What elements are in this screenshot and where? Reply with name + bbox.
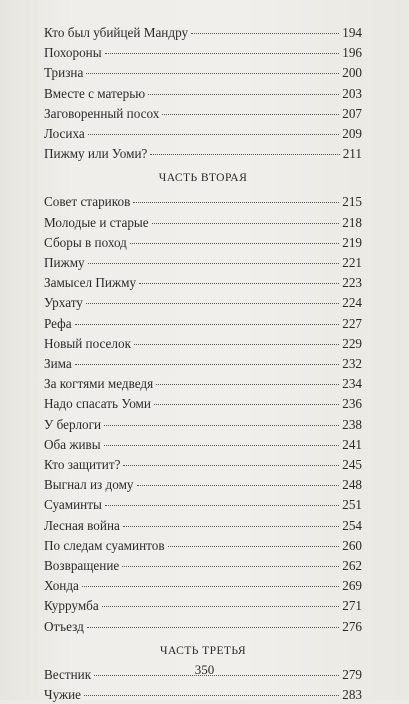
toc-leader-dots (134, 344, 339, 345)
toc-leader-dots (104, 445, 340, 446)
toc-entry (44, 597, 362, 615)
toc-entry-page: 215 (342, 194, 362, 210)
toc-leader-dots (87, 627, 339, 628)
toc-entry-title: Куррумба (44, 598, 99, 614)
part-heading: ЧАСТЬ ТРЕТЬЯ (160, 643, 246, 657)
toc-entry (44, 335, 362, 353)
toc-leader-dots (105, 505, 339, 506)
toc-entry-title: Молодые и старые (44, 214, 149, 230)
toc-entry (44, 105, 362, 123)
toc-leader-dots (191, 33, 339, 34)
toc-entry (44, 294, 362, 312)
toc-entry-page: 227 (342, 315, 362, 331)
toc-leader-dots (168, 546, 340, 547)
toc-entry-title: Тризна (44, 65, 84, 81)
toc-entry (44, 214, 362, 232)
toc-leader-dots (102, 606, 339, 607)
toc-entry-title: Лосиха (44, 126, 85, 141)
toc-leader-dots (152, 223, 340, 224)
toc-leader-dots (84, 695, 339, 696)
toc-entry-page: 209 (342, 126, 362, 141)
toc-entry-page: 238 (342, 416, 362, 432)
toc-entry-title: Хонда (44, 578, 79, 594)
toc-entry (44, 686, 362, 704)
toc-entry-page: 224 (342, 295, 362, 311)
toc-entry-page: 269 (342, 578, 362, 594)
toc-entry (44, 355, 362, 373)
part-heading: ЧАСТЬ ВТОРАЯ (158, 171, 248, 185)
toc-entry-page: 196 (342, 45, 362, 61)
toc-entry-page: 211 (342, 146, 362, 162)
toc-entry (44, 315, 362, 333)
toc-entry (44, 517, 362, 535)
toc-entry (44, 234, 362, 252)
toc-entry-page: 207 (342, 105, 362, 121)
toc-entry-page: 248 (342, 477, 362, 493)
toc-leader-dots (154, 404, 339, 405)
toc-entry-page: 251 (342, 497, 362, 513)
toc-entry-page: 271 (342, 598, 362, 614)
toc-leader-dots (156, 384, 339, 385)
toc-leader-dots (162, 114, 339, 115)
toc-entry-page: 241 (342, 436, 362, 452)
toc-entry-page: 223 (342, 275, 362, 291)
toc-entry (44, 85, 362, 103)
toc-entry (44, 64, 362, 82)
toc-entry-title: По следам суаминтов (44, 537, 165, 553)
toc-entry (44, 395, 362, 413)
toc-entry-title: Возвращение (44, 558, 120, 573)
toc-leader-dots (133, 202, 339, 203)
toc-entry (44, 24, 362, 42)
toc-leader-dots (122, 566, 339, 567)
toc-entry-title: Кто защитит? (44, 457, 121, 472)
toc-entry-title: Вместе с матерью (44, 85, 146, 101)
toc-entry-title: Похороны (44, 45, 102, 61)
toc-entry-page: 200 (342, 65, 362, 81)
page-number: 350 (194, 662, 215, 677)
toc-entry-page: 218 (342, 214, 362, 230)
toc-entry-page: 262 (342, 558, 362, 573)
toc-entry (44, 125, 362, 143)
toc-entry-page: 279 (342, 666, 362, 682)
toc-entry-title: Оба живы (44, 436, 101, 452)
toc-entry-title: Зима (44, 356, 72, 371)
toc-entry-page: 229 (342, 335, 362, 351)
toc-leader-dots (148, 94, 339, 95)
toc-leader-dots (104, 425, 339, 426)
toc-entry-title: Сборы в поход (44, 234, 127, 250)
toc-leader-dots (75, 364, 339, 365)
toc-entry (44, 375, 362, 393)
toc-entry-title: Пижму или Уоми? (44, 146, 148, 162)
toc-entry-title: Пижму (44, 255, 85, 270)
toc-entry-title: Урхату (44, 295, 83, 311)
toc-entry (44, 44, 362, 62)
toc-entry-page: 236 (342, 396, 362, 412)
toc-entry-title: Надо спасать Уоми (44, 396, 151, 412)
toc-entry (44, 436, 362, 454)
toc-entry-title: Замысел Пижму (44, 275, 137, 291)
toc-leader-dots (86, 303, 339, 304)
toc-leader-dots (137, 485, 340, 486)
toc-entry (44, 557, 362, 575)
toc-entry-title: Вестник (44, 666, 92, 682)
toc-leader-dots (75, 324, 340, 325)
toc-entry-title: Заговоренный посох (44, 105, 160, 121)
toc-entry-page: 203 (342, 85, 362, 101)
toc-entry-title: Отъезд (44, 618, 84, 634)
toc-entry-title: Суаминты (44, 497, 102, 513)
toc-entry (44, 145, 362, 163)
toc-entry-title: Чужие (44, 687, 82, 702)
toc-entry-title: Рефа (44, 315, 72, 331)
toc-leader-dots (88, 134, 339, 135)
toc-leader-dots (150, 154, 339, 155)
toc-entry (44, 193, 362, 211)
toc-entry (44, 496, 362, 514)
toc-entry (44, 618, 362, 636)
toc-entry (44, 537, 362, 555)
toc-leader-dots (123, 465, 339, 466)
toc-entry-title: У берлоги (44, 416, 102, 432)
toc-leader-dots (86, 73, 339, 74)
toc-entry (44, 274, 362, 292)
toc-entry-page: 254 (342, 517, 362, 533)
toc-entry-page: 219 (342, 234, 362, 250)
toc-entry (44, 416, 362, 434)
toc-entry-title: За когтями медведя (44, 376, 154, 392)
toc-entry-title: Новый поселок (44, 335, 131, 351)
toc-entry (44, 476, 362, 494)
toc-entry-title: Совет стариков (44, 194, 131, 210)
toc-entry-title: Выгнал из дому (44, 477, 134, 493)
toc-entry-page: 194 (342, 25, 362, 40)
toc-entry-page: 283 (342, 687, 362, 702)
toc-leader-dots (105, 53, 340, 54)
toc-entry-page: 221 (342, 255, 362, 270)
toc-entry-page: 232 (342, 356, 362, 371)
toc-entry-title: Кто был убийцей Мандру (44, 25, 189, 40)
toc-entry-title: Лесная война (44, 517, 120, 533)
toc-entry-page: 234 (342, 376, 362, 392)
toc-leader-dots (130, 243, 339, 244)
toc-entry-page: 260 (342, 537, 362, 553)
toc-entry (44, 577, 362, 595)
toc-entry (44, 456, 362, 474)
toc-entry (44, 254, 362, 272)
toc-leader-dots (88, 263, 340, 264)
toc-entry-page: 276 (342, 618, 362, 634)
toc-leader-dots (139, 283, 339, 284)
toc-entry-page: 245 (342, 457, 362, 472)
toc-leader-dots (82, 586, 339, 587)
toc-leader-dots (123, 526, 339, 527)
